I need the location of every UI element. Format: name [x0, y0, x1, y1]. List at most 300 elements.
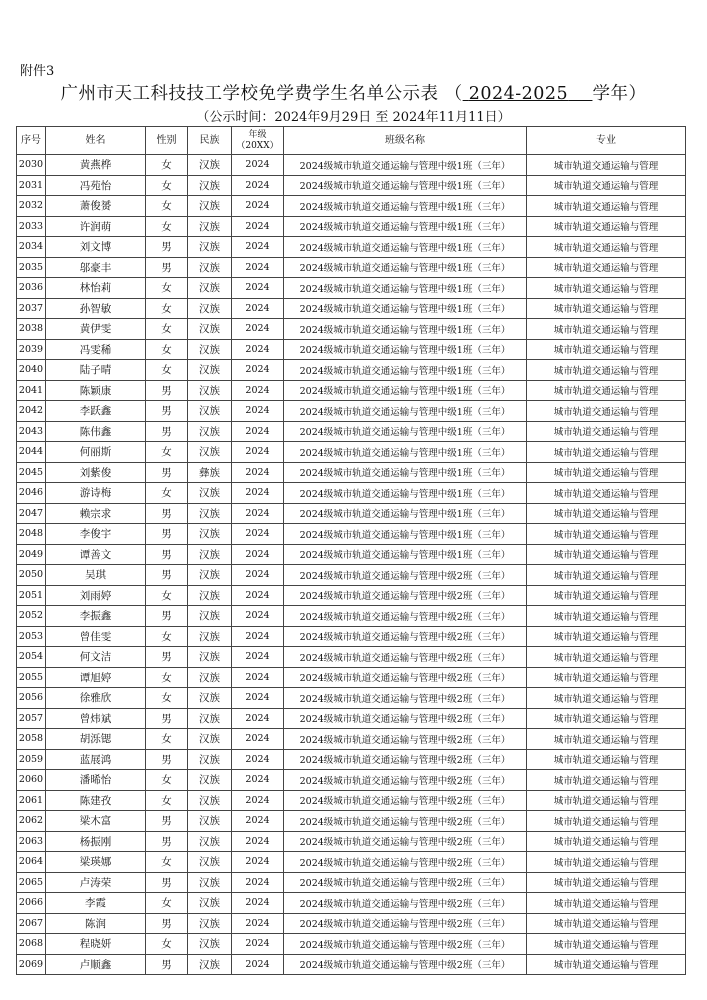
cell-seq: 2030 — [17, 155, 46, 176]
header-name: 姓名 — [46, 127, 146, 155]
cell-gender: 女 — [146, 688, 188, 709]
header-major: 专业 — [527, 127, 686, 155]
cell-gender: 女 — [146, 216, 188, 237]
cell-class: 2024级城市轨道交通运输与管理中级1班（三年） — [284, 196, 527, 217]
cell-class: 2024级城市轨道交通运输与管理中级2班（三年） — [284, 606, 527, 627]
table-row — [17, 688, 686, 709]
table-row — [17, 647, 686, 668]
cell-name: 徐雅欣 — [46, 688, 146, 709]
cell-ethnicity: 汉族 — [188, 913, 232, 934]
cell-name: 卢涛荣 — [46, 872, 146, 893]
cell-ethnicity: 汉族 — [188, 811, 232, 832]
table-row — [17, 770, 686, 791]
cell-name: 赖宗求 — [46, 503, 146, 524]
cell-name: 陆子晴 — [46, 360, 146, 381]
title-suffix: 学年） — [592, 84, 647, 104]
cell-grade: 2024 — [232, 360, 284, 381]
cell-grade: 2024 — [232, 421, 284, 442]
cell-class: 2024级城市轨道交通运输与管理中级2班（三年） — [284, 749, 527, 770]
cell-major: 城市轨道交通运输与管理 — [527, 483, 686, 504]
cell-ethnicity: 汉族 — [188, 790, 232, 811]
cell-grade: 2024 — [232, 626, 284, 647]
cell-gender: 女 — [146, 196, 188, 217]
cell-grade: 2024 — [232, 708, 284, 729]
cell-seq: 2034 — [17, 237, 46, 258]
cell-class: 2024级城市轨道交通运输与管理中级1班（三年） — [284, 155, 527, 176]
cell-ethnicity: 汉族 — [188, 175, 232, 196]
table-row — [17, 462, 686, 483]
cell-class: 2024级城市轨道交通运输与管理中级2班（三年） — [284, 934, 527, 955]
cell-major: 城市轨道交通运输与管理 — [527, 237, 686, 258]
cell-seq: 2047 — [17, 503, 46, 524]
cell-name: 胡泺锶 — [46, 729, 146, 750]
cell-grade: 2024 — [232, 257, 284, 278]
cell-ethnicity: 汉族 — [188, 565, 232, 586]
cell-gender: 男 — [146, 872, 188, 893]
cell-grade: 2024 — [232, 319, 284, 340]
cell-seq: 2044 — [17, 442, 46, 463]
cell-gender: 男 — [146, 831, 188, 852]
cell-name: 李跃鑫 — [46, 401, 146, 422]
cell-class: 2024级城市轨道交通运输与管理中级1班（三年） — [284, 421, 527, 442]
cell-ethnicity: 汉族 — [188, 934, 232, 955]
cell-gender: 女 — [146, 339, 188, 360]
cell-name: 黄伊雯 — [46, 319, 146, 340]
cell-grade: 2024 — [232, 298, 284, 319]
cell-gender: 男 — [146, 462, 188, 483]
cell-ethnicity: 汉族 — [188, 708, 232, 729]
cell-class: 2024级城市轨道交通运输与管理中级2班（三年） — [284, 729, 527, 750]
cell-seq: 2067 — [17, 913, 46, 934]
title-prefix: 广州市天工科技技工学校免学费学生名单公示表 （ — [60, 84, 463, 104]
table-row — [17, 524, 686, 545]
cell-gender: 男 — [146, 544, 188, 565]
cell-class: 2024级城市轨道交通运输与管理中级1班（三年） — [284, 339, 527, 360]
cell-grade: 2024 — [232, 380, 284, 401]
table-row — [17, 585, 686, 606]
cell-class: 2024级城市轨道交通运输与管理中级2班（三年） — [284, 954, 527, 975]
header-seq: 序号 — [17, 127, 46, 155]
cell-class: 2024级城市轨道交通运输与管理中级2班（三年） — [284, 667, 527, 688]
cell-gender: 女 — [146, 298, 188, 319]
cell-ethnicity: 汉族 — [188, 647, 232, 668]
cell-gender: 男 — [146, 913, 188, 934]
cell-seq: 2059 — [17, 749, 46, 770]
cell-ethnicity: 汉族 — [188, 524, 232, 545]
cell-ethnicity: 汉族 — [188, 585, 232, 606]
cell-name: 蓝展鸿 — [46, 749, 146, 770]
cell-ethnicity: 汉族 — [188, 893, 232, 914]
cell-gender: 女 — [146, 319, 188, 340]
cell-major: 城市轨道交通运输与管理 — [527, 790, 686, 811]
table-row — [17, 421, 686, 442]
cell-seq: 2036 — [17, 278, 46, 299]
cell-class: 2024级城市轨道交通运输与管理中级2班（三年） — [284, 565, 527, 586]
cell-seq: 2051 — [17, 585, 46, 606]
table-row — [17, 626, 686, 647]
cell-name: 许润萌 — [46, 216, 146, 237]
cell-name: 曾炜斌 — [46, 708, 146, 729]
cell-seq: 2038 — [17, 319, 46, 340]
cell-class: 2024级城市轨道交通运输与管理中级1班（三年） — [284, 462, 527, 483]
cell-ethnicity: 汉族 — [188, 667, 232, 688]
cell-class: 2024级城市轨道交通运输与管理中级1班（三年） — [284, 401, 527, 422]
cell-grade: 2024 — [232, 524, 284, 545]
table-row — [17, 667, 686, 688]
cell-grade: 2024 — [232, 647, 284, 668]
cell-name: 杨振刚 — [46, 831, 146, 852]
cell-name: 李振鑫 — [46, 606, 146, 627]
cell-seq: 2035 — [17, 257, 46, 278]
cell-seq: 2050 — [17, 565, 46, 586]
cell-name: 吴琪 — [46, 565, 146, 586]
cell-gender: 男 — [146, 380, 188, 401]
cell-grade: 2024 — [232, 278, 284, 299]
table-row — [17, 544, 686, 565]
cell-major: 城市轨道交通运输与管理 — [527, 893, 686, 914]
cell-gender: 男 — [146, 524, 188, 545]
cell-major: 城市轨道交通运输与管理 — [527, 503, 686, 524]
cell-ethnicity: 汉族 — [188, 606, 232, 627]
cell-gender: 男 — [146, 749, 188, 770]
table-row — [17, 913, 686, 934]
cell-major: 城市轨道交通运输与管理 — [527, 319, 686, 340]
cell-major: 城市轨道交通运输与管理 — [527, 852, 686, 873]
cell-gender: 女 — [146, 585, 188, 606]
cell-major: 城市轨道交通运输与管理 — [527, 442, 686, 463]
cell-major: 城市轨道交通运输与管理 — [527, 934, 686, 955]
cell-grade: 2024 — [232, 544, 284, 565]
cell-gender: 男 — [146, 421, 188, 442]
cell-name: 李俊宇 — [46, 524, 146, 545]
cell-class: 2024级城市轨道交通运输与管理中级1班（三年） — [284, 278, 527, 299]
cell-gender: 女 — [146, 934, 188, 955]
cell-major: 城市轨道交通运输与管理 — [527, 196, 686, 217]
cell-grade: 2024 — [232, 339, 284, 360]
cell-class: 2024级城市轨道交通运输与管理中级1班（三年） — [284, 298, 527, 319]
cell-grade: 2024 — [232, 872, 284, 893]
cell-seq: 2068 — [17, 934, 46, 955]
cell-class: 2024级城市轨道交通运输与管理中级1班（三年） — [284, 503, 527, 524]
cell-name: 谭旭婷 — [46, 667, 146, 688]
cell-gender: 女 — [146, 626, 188, 647]
cell-grade: 2024 — [232, 565, 284, 586]
cell-ethnicity: 汉族 — [188, 544, 232, 565]
cell-grade: 2024 — [232, 852, 284, 873]
table-row — [17, 360, 686, 381]
cell-major: 城市轨道交通运输与管理 — [527, 647, 686, 668]
cell-gender: 女 — [146, 360, 188, 381]
cell-seq: 2056 — [17, 688, 46, 709]
cell-gender: 女 — [146, 790, 188, 811]
cell-gender: 男 — [146, 401, 188, 422]
cell-ethnicity: 汉族 — [188, 749, 232, 770]
cell-ethnicity: 汉族 — [188, 278, 232, 299]
cell-name: 刘紫俊 — [46, 462, 146, 483]
cell-gender: 男 — [146, 237, 188, 258]
cell-ethnicity: 彝族 — [188, 462, 232, 483]
cell-ethnicity: 汉族 — [188, 319, 232, 340]
cell-gender: 女 — [146, 729, 188, 750]
cell-seq: 2053 — [17, 626, 46, 647]
cell-ethnicity: 汉族 — [188, 442, 232, 463]
table-row — [17, 872, 686, 893]
cell-ethnicity: 汉族 — [188, 483, 232, 504]
cell-class: 2024级城市轨道交通运输与管理中级2班（三年） — [284, 893, 527, 914]
cell-class: 2024级城市轨道交通运输与管理中级2班（三年） — [284, 913, 527, 934]
table-row — [17, 893, 686, 914]
cell-grade: 2024 — [232, 831, 284, 852]
cell-ethnicity: 汉族 — [188, 770, 232, 791]
table-row — [17, 196, 686, 217]
cell-name: 黄燕桦 — [46, 155, 146, 176]
cell-class: 2024级城市轨道交通运输与管理中级2班（三年） — [284, 852, 527, 873]
cell-major: 城市轨道交通运输与管理 — [527, 708, 686, 729]
cell-major: 城市轨道交通运输与管理 — [527, 175, 686, 196]
cell-name: 刘雨婷 — [46, 585, 146, 606]
cell-gender: 女 — [146, 442, 188, 463]
table-row — [17, 216, 686, 237]
cell-ethnicity: 汉族 — [188, 831, 232, 852]
cell-seq: 2057 — [17, 708, 46, 729]
cell-major: 城市轨道交通运输与管理 — [527, 667, 686, 688]
table-row — [17, 606, 686, 627]
document-title — [0, 80, 707, 105]
cell-seq: 2063 — [17, 831, 46, 852]
table-row — [17, 319, 686, 340]
cell-ethnicity: 汉族 — [188, 872, 232, 893]
cell-seq: 2058 — [17, 729, 46, 750]
table-row — [17, 483, 686, 504]
cell-class: 2024级城市轨道交通运输与管理中级2班（三年） — [284, 831, 527, 852]
cell-grade: 2024 — [232, 216, 284, 237]
table-row — [17, 278, 686, 299]
cell-major: 城市轨道交通运输与管理 — [527, 831, 686, 852]
cell-seq: 2066 — [17, 893, 46, 914]
cell-name: 冯苑怡 — [46, 175, 146, 196]
cell-name: 邬豪丰 — [46, 257, 146, 278]
cell-class: 2024级城市轨道交通运输与管理中级2班（三年） — [284, 770, 527, 791]
cell-grade: 2024 — [232, 770, 284, 791]
cell-major: 城市轨道交通运输与管理 — [527, 257, 686, 278]
cell-gender: 女 — [146, 155, 188, 176]
cell-gender: 女 — [146, 175, 188, 196]
header-grade — [232, 127, 284, 155]
cell-grade: 2024 — [232, 749, 284, 770]
cell-class: 2024级城市轨道交通运输与管理中级1班（三年） — [284, 544, 527, 565]
cell-gender: 女 — [146, 483, 188, 504]
cell-seq: 2061 — [17, 790, 46, 811]
table-row — [17, 442, 686, 463]
table-row — [17, 729, 686, 750]
table-row — [17, 298, 686, 319]
cell-class: 2024级城市轨道交通运输与管理中级1班（三年） — [284, 216, 527, 237]
cell-seq: 2052 — [17, 606, 46, 627]
table-row — [17, 175, 686, 196]
cell-gender: 女 — [146, 278, 188, 299]
cell-ethnicity: 汉族 — [188, 237, 232, 258]
cell-name: 卢顺鑫 — [46, 954, 146, 975]
table-header-row — [17, 127, 686, 155]
table-row — [17, 503, 686, 524]
table-row — [17, 790, 686, 811]
header-ethnicity: 民族 — [188, 127, 232, 155]
cell-name: 孙智敏 — [46, 298, 146, 319]
header-class: 班级名称 — [284, 127, 527, 155]
cell-name: 萧俊赟 — [46, 196, 146, 217]
cell-seq: 2060 — [17, 770, 46, 791]
cell-gender: 女 — [146, 770, 188, 791]
cell-gender: 男 — [146, 503, 188, 524]
cell-major: 城市轨道交通运输与管理 — [527, 913, 686, 934]
cell-class: 2024级城市轨道交通运输与管理中级1班（三年） — [284, 257, 527, 278]
title-year-range: 2024-2025 — [468, 84, 569, 104]
cell-ethnicity: 汉族 — [188, 298, 232, 319]
cell-major: 城市轨道交通运输与管理 — [527, 872, 686, 893]
table-row — [17, 749, 686, 770]
cell-class: 2024级城市轨道交通运输与管理中级2班（三年） — [284, 811, 527, 832]
table-row — [17, 339, 686, 360]
table-row — [17, 708, 686, 729]
student-list-table — [16, 126, 686, 975]
cell-grade: 2024 — [232, 811, 284, 832]
table-row — [17, 401, 686, 422]
cell-gender: 男 — [146, 606, 188, 627]
header-gender: 性别 — [146, 127, 188, 155]
cell-ethnicity: 汉族 — [188, 360, 232, 381]
cell-seq: 2064 — [17, 852, 46, 873]
cell-grade: 2024 — [232, 606, 284, 627]
cell-grade: 2024 — [232, 667, 284, 688]
cell-gender: 女 — [146, 667, 188, 688]
table-row — [17, 831, 686, 852]
cell-name: 陈颖康 — [46, 380, 146, 401]
cell-major: 城市轨道交通运输与管理 — [527, 360, 686, 381]
cell-grade: 2024 — [232, 954, 284, 975]
cell-name: 梁瑛娜 — [46, 852, 146, 873]
cell-major: 城市轨道交通运输与管理 — [527, 954, 686, 975]
cell-seq: 2043 — [17, 421, 46, 442]
cell-seq: 2033 — [17, 216, 46, 237]
cell-seq: 2040 — [17, 360, 46, 381]
cell-name: 潘晞怡 — [46, 770, 146, 791]
cell-seq: 2039 — [17, 339, 46, 360]
table-row — [17, 811, 686, 832]
cell-ethnicity: 汉族 — [188, 421, 232, 442]
cell-name: 冯雯稀 — [46, 339, 146, 360]
cell-seq: 2069 — [17, 954, 46, 975]
cell-seq: 2032 — [17, 196, 46, 217]
cell-class: 2024级城市轨道交通运输与管理中级1班（三年） — [284, 380, 527, 401]
cell-ethnicity: 汉族 — [188, 380, 232, 401]
cell-gender: 男 — [146, 565, 188, 586]
cell-grade: 2024 — [232, 913, 284, 934]
cell-class: 2024级城市轨道交通运输与管理中级2班（三年） — [284, 626, 527, 647]
cell-major: 城市轨道交通运输与管理 — [527, 770, 686, 791]
cell-grade: 2024 — [232, 237, 284, 258]
cell-class: 2024级城市轨道交通运输与管理中级2班（三年） — [284, 647, 527, 668]
cell-gender: 男 — [146, 954, 188, 975]
cell-grade: 2024 — [232, 442, 284, 463]
cell-major: 城市轨道交通运输与管理 — [527, 688, 686, 709]
cell-major: 城市轨道交通运输与管理 — [527, 462, 686, 483]
table-row — [17, 565, 686, 586]
cell-grade: 2024 — [232, 175, 284, 196]
cell-name: 刘文博 — [46, 237, 146, 258]
cell-major: 城市轨道交通运输与管理 — [527, 278, 686, 299]
cell-class: 2024级城市轨道交通运输与管理中级2班（三年） — [284, 688, 527, 709]
cell-name: 李霞 — [46, 893, 146, 914]
cell-class: 2024级城市轨道交通运输与管理中级1班（三年） — [284, 524, 527, 545]
cell-ethnicity: 汉族 — [188, 257, 232, 278]
cell-name: 何丽斯 — [46, 442, 146, 463]
cell-seq: 2055 — [17, 667, 46, 688]
cell-class: 2024级城市轨道交通运输与管理中级1班（三年） — [284, 442, 527, 463]
cell-gender: 男 — [146, 811, 188, 832]
cell-grade: 2024 — [232, 503, 284, 524]
cell-name: 陈建孜 — [46, 790, 146, 811]
cell-grade: 2024 — [232, 196, 284, 217]
cell-grade: 2024 — [232, 934, 284, 955]
table-row — [17, 934, 686, 955]
cell-gender: 男 — [146, 257, 188, 278]
cell-gender: 男 — [146, 708, 188, 729]
cell-ethnicity: 汉族 — [188, 852, 232, 873]
cell-major: 城市轨道交通运输与管理 — [527, 524, 686, 545]
cell-seq: 2046 — [17, 483, 46, 504]
cell-major: 城市轨道交通运输与管理 — [527, 339, 686, 360]
cell-ethnicity: 汉族 — [188, 626, 232, 647]
cell-grade: 2024 — [232, 462, 284, 483]
cell-grade: 2024 — [232, 729, 284, 750]
cell-major: 城市轨道交通运输与管理 — [527, 729, 686, 750]
publicity-period: （公示时间：2024年9月29日 至 2024年11月11日） — [196, 110, 511, 125]
header-grade-note: （20XX） — [236, 140, 279, 151]
cell-grade: 2024 — [232, 688, 284, 709]
cell-ethnicity: 汉族 — [188, 155, 232, 176]
cell-name: 林怡莉 — [46, 278, 146, 299]
cell-grade: 2024 — [232, 155, 284, 176]
cell-grade: 2024 — [232, 483, 284, 504]
cell-class: 2024级城市轨道交通运输与管理中级2班（三年） — [284, 790, 527, 811]
cell-gender: 女 — [146, 893, 188, 914]
cell-major: 城市轨道交通运输与管理 — [527, 216, 686, 237]
cell-ethnicity: 汉族 — [188, 954, 232, 975]
cell-ethnicity: 汉族 — [188, 216, 232, 237]
cell-seq: 2065 — [17, 872, 46, 893]
cell-grade: 2024 — [232, 893, 284, 914]
cell-seq: 2062 — [17, 811, 46, 832]
cell-ethnicity: 汉族 — [188, 729, 232, 750]
cell-seq: 2045 — [17, 462, 46, 483]
cell-major: 城市轨道交通运输与管理 — [527, 626, 686, 647]
cell-seq: 2048 — [17, 524, 46, 545]
cell-grade: 2024 — [232, 790, 284, 811]
cell-seq: 2031 — [17, 175, 46, 196]
cell-major: 城市轨道交通运输与管理 — [527, 606, 686, 627]
cell-ethnicity: 汉族 — [188, 503, 232, 524]
cell-name: 曾佳雯 — [46, 626, 146, 647]
cell-gender: 男 — [146, 647, 188, 668]
cell-major: 城市轨道交通运输与管理 — [527, 298, 686, 319]
cell-class: 2024级城市轨道交通运输与管理中级1班（三年） — [284, 360, 527, 381]
cell-gender: 女 — [146, 852, 188, 873]
header-grade-label: 年级 — [248, 129, 267, 140]
cell-seq: 2049 — [17, 544, 46, 565]
table-row — [17, 852, 686, 873]
cell-class: 2024级城市轨道交通运输与管理中级2班（三年） — [284, 585, 527, 606]
cell-class: 2024级城市轨道交通运输与管理中级2班（三年） — [284, 872, 527, 893]
